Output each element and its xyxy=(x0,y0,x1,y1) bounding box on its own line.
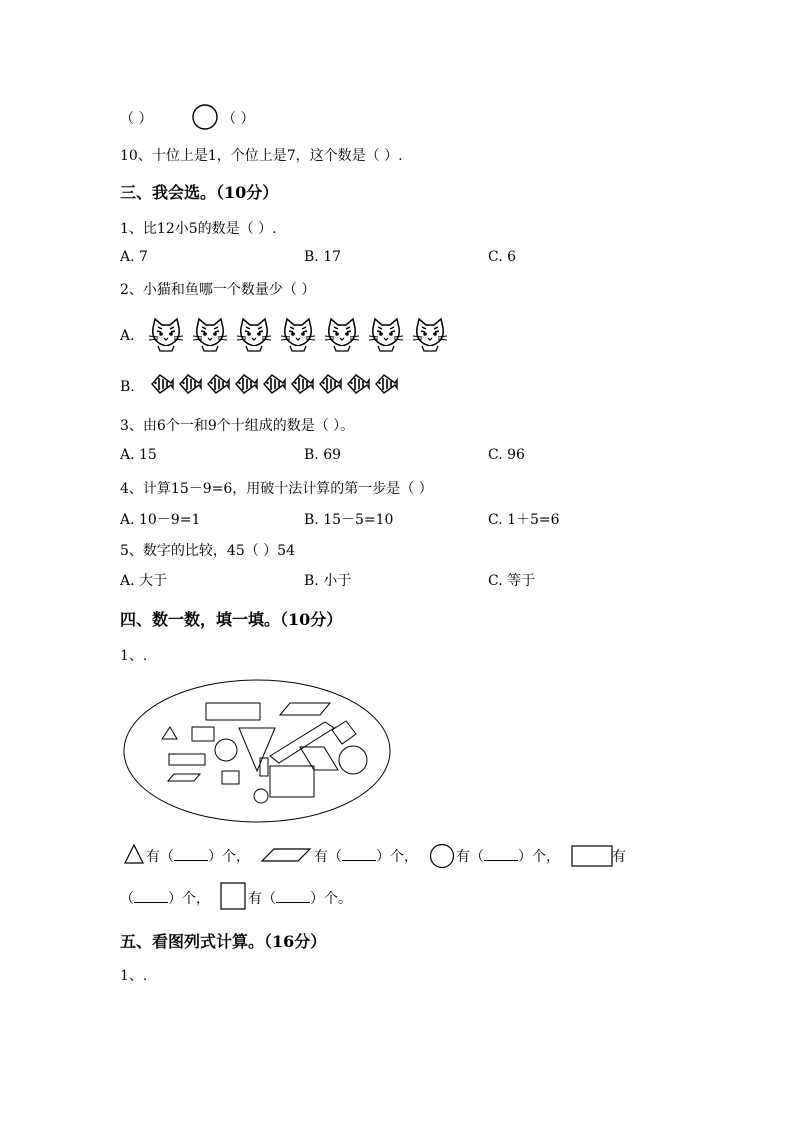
count-text-end: ）个。 xyxy=(310,891,352,907)
s4-question-1: 1、. xyxy=(120,648,148,664)
fish-icon xyxy=(346,372,370,400)
s3-q2-label-b: B. xyxy=(120,379,135,395)
s3-q1-option-c: C. 6 xyxy=(488,249,517,265)
parallelogram-blank[interactable] xyxy=(342,848,376,861)
fish-icon xyxy=(150,372,174,400)
triangle-blank[interactable] xyxy=(174,848,208,861)
s3-q4-option-c: C. 1＋5=6 xyxy=(488,512,560,528)
s3-q5-option-b: B. 小于 xyxy=(304,573,352,589)
have-text: 有（ xyxy=(314,849,342,865)
s3-q3-option-b: B. 69 xyxy=(304,447,342,463)
rectangle-blank[interactable] xyxy=(134,890,168,903)
cat-icon xyxy=(236,316,272,356)
circle-fill xyxy=(456,846,560,866)
s3-question-1: 1、比12小5的数是（ ）. xyxy=(120,221,277,237)
cat-icon xyxy=(324,316,360,356)
cat-icon xyxy=(192,316,228,356)
shapes-ellipse-figure xyxy=(120,678,395,826)
section-4-title: 四、数一数，填一填。（10分） xyxy=(120,610,343,629)
fish-icon xyxy=(178,372,202,400)
cat-icon xyxy=(280,316,316,356)
circle-compare-icon xyxy=(191,103,219,131)
fish-icon xyxy=(374,372,398,400)
s3-q2-label-a: A. xyxy=(120,328,135,344)
fish-icon xyxy=(234,372,258,400)
blank-left-paren: （ ） xyxy=(120,111,153,127)
fish-icon xyxy=(206,372,230,400)
square-fill xyxy=(248,888,352,908)
circle-icon xyxy=(429,843,455,869)
cat-icon xyxy=(368,316,404,356)
parallelogram-fill xyxy=(314,846,418,866)
triangle-icon xyxy=(123,843,145,865)
section-5-title: 五、看图列式计算。（16分） xyxy=(120,932,327,951)
have-text: 有（ xyxy=(456,849,484,865)
question-10: 10、十位上是1，个位上是7，这个数是（ ）. xyxy=(120,148,403,164)
fish-icon xyxy=(290,372,314,400)
count-text: ）个， xyxy=(376,849,418,865)
fish-row xyxy=(150,372,398,400)
fish-icon xyxy=(262,372,286,400)
s3-q3-option-c: C. 96 xyxy=(488,447,525,463)
s3-question-4: 4、计算15－9=6，用破十法计算的第一步是（ ） xyxy=(120,481,433,497)
section-3-title: 三、我会选。（10分） xyxy=(120,183,279,202)
count-text: ）个， xyxy=(168,891,210,907)
s3-q1-option-b: B. 17 xyxy=(304,249,342,265)
s3-question-3: 3、由6个一和9个十组成的数是（ ）。 xyxy=(120,418,355,434)
s3-q4-option-b: B. 15－5=10 xyxy=(304,512,394,528)
rectangle-icon xyxy=(571,845,613,867)
rectangle-fill: （ ）个， xyxy=(120,891,210,907)
blank-right-paren: （ ） xyxy=(222,111,255,127)
s3-q1-option-a: A. 7 xyxy=(120,249,148,265)
s3-q5-option-a: A. 大于 xyxy=(120,573,168,589)
s3-q5-option-c: C. 等于 xyxy=(488,573,536,589)
count-text: ）个， xyxy=(208,849,250,865)
s3-question-2: 2、小猫和鱼哪一个数量少（ ） xyxy=(120,282,316,298)
triangle-fill xyxy=(146,846,250,866)
cat-icon xyxy=(148,316,184,356)
square-icon xyxy=(220,882,246,910)
s5-question-1: 1、. xyxy=(120,968,148,984)
parallelogram-icon xyxy=(260,847,312,863)
circle-blank[interactable] xyxy=(484,848,518,861)
s3-question-5: 5、数字的比较，45（ ）54 xyxy=(120,543,295,559)
cat-row xyxy=(148,316,448,356)
square-blank[interactable] xyxy=(276,890,310,903)
s3-q3-option-a: A. 15 xyxy=(120,447,157,463)
fish-icon xyxy=(318,372,342,400)
s3-q4-option-a: A. 10－9=1 xyxy=(120,512,201,528)
have-text: 有（ xyxy=(146,849,174,865)
count-text: ）个， xyxy=(518,849,560,865)
have-text: 有（ xyxy=(248,891,276,907)
cat-icon xyxy=(412,316,448,356)
rectangle-have-text: 有 xyxy=(612,849,626,865)
